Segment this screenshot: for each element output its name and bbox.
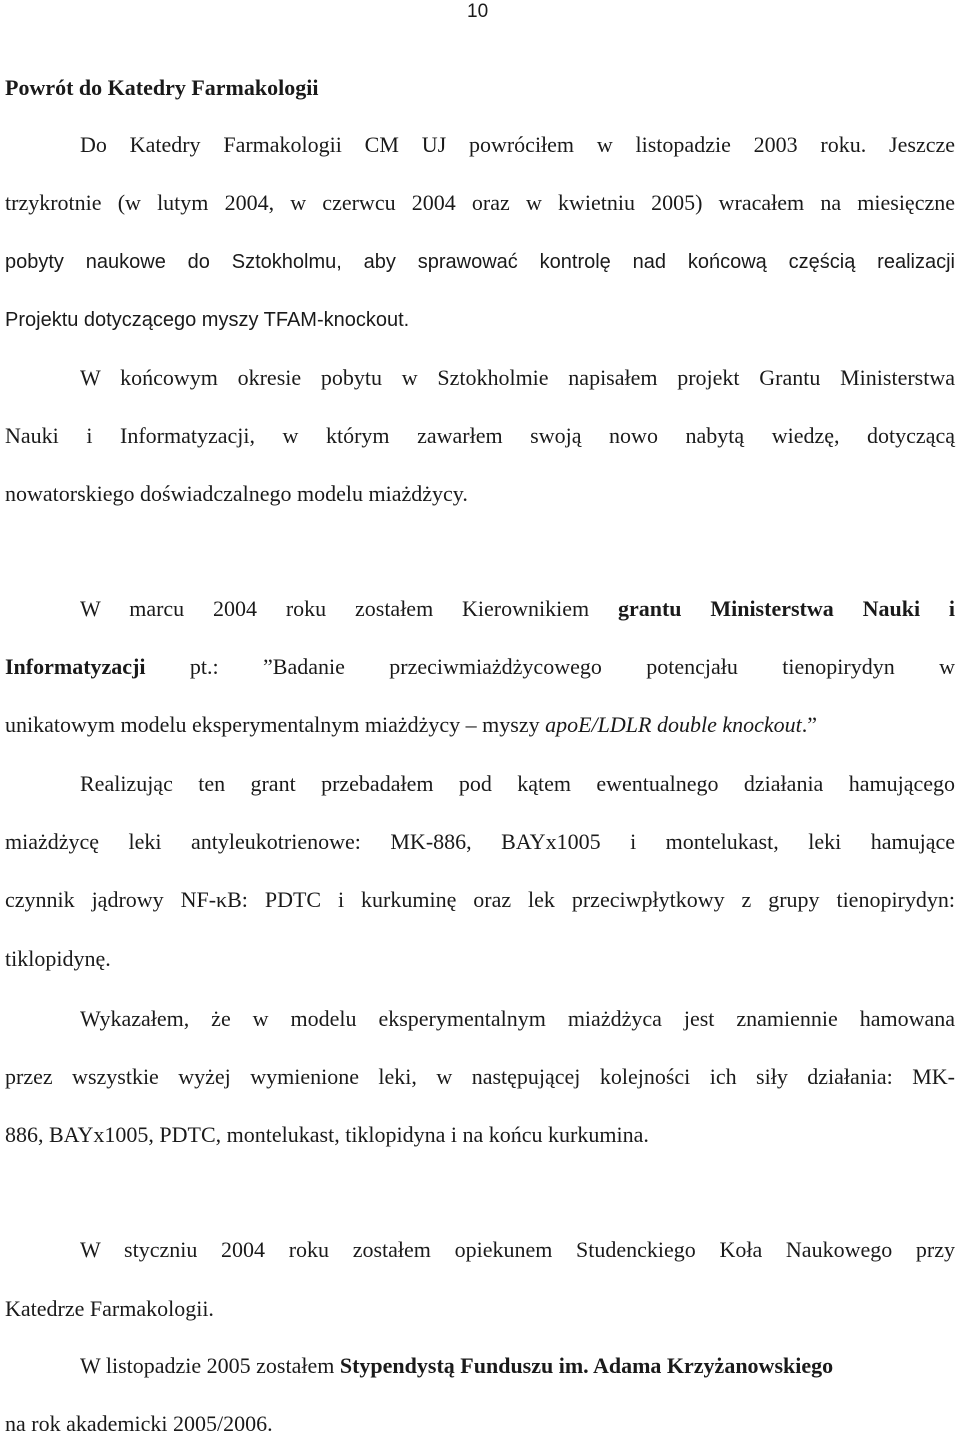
paragraph-3-line-3 <box>5 711 955 739</box>
grant-name-bold-cont: Informatyzacji <box>5 654 146 679</box>
paragraph-3-line-1 <box>80 595 955 623</box>
paragraph-6-line-1: W styczniu 2004 roku zostałem opiekunem Studenckiego Koła Naukowego przy <box>80 1237 955 1262</box>
paragraph-7-line-2: na rok akademicki 2005/2006. <box>5 1411 273 1436</box>
paragraph-5-line-3: 886, BAYx1005, PDTC, montelukast, tiklopidyna i na końcu kurkumina. <box>5 1122 649 1147</box>
paragraph-1-line-4: Projektu dotyczącego myszy TFAM-knockout. <box>5 309 410 331</box>
double-knockout-italic: double knockout <box>651 712 802 737</box>
page-number: 10 <box>467 1 489 22</box>
mouse-model-italic: apoE/LDLR <box>545 712 652 737</box>
paragraph-2-line-1: W końcowym okresie pobytu w Sztokholmie napisałem projekt Grantu Ministerstwa <box>80 365 955 390</box>
paragraph-1-line-1: Do Katedry Farmakologii CM UJ powróciłem w listopadzie 2003 roku. Jeszcze <box>80 132 955 157</box>
scholarship-intro-text: W listopadzie 2005 zostałem <box>80 1353 340 1378</box>
grant-name-bold: grantu Ministerstwa Nauki i <box>617 596 955 621</box>
paragraph-7-line-1 <box>80 1352 955 1380</box>
paragraph-4-line-1: Realizując ten grant przebadałem pod kątem ewentualnego działania hamującego <box>80 771 955 796</box>
paragraph-1-line-3: pobyty naukowe do Sztokholmu, aby sprawować kontrolę nad końcową częścią realizacji <box>5 251 955 273</box>
grant-title-text: pt.: ”Badanie przeciwmiażdżycowego potencjału tienopirydyn w <box>145 654 955 679</box>
paragraph-2-line-2: Nauki i Informatyzacji, w którym zawarłem swoją nowo nabytą wiedzę, dotyczącą <box>5 423 955 448</box>
paragraph-2-line-3: nowatorskiego doświadczalnego modelu miażdżycy. <box>5 481 468 506</box>
paragraph-5-line-2: przez wszystkie wyżej wymienione leki, w następującej kolejności ich siły działania: MK- <box>5 1064 955 1089</box>
paragraph-4-line-3: czynnik jądrowy NF-κB: PDTC i kurkuminę oraz lek przeciwpłytkowy z grupy tienopirydyn: <box>5 887 955 912</box>
scholarship-name-bold: Stypendystą Funduszu im. Adama Krzyżanowskiego <box>339 1353 834 1378</box>
paragraph-6-line-2: Katedrze Farmakologii. <box>5 1296 214 1321</box>
section-heading: Powrót do Katedry Farmakologii <box>5 75 319 100</box>
grant-intro-text: W marcu 2004 roku zostałem Kierownikiem <box>80 596 618 621</box>
paragraph-3-line-2 <box>5 653 955 681</box>
grant-title-end: .” <box>801 712 818 737</box>
paragraph-4-line-2: miażdżycę leki antyleukotrienowe: MK-886, BAYx1005 i montelukast, leki hamujące <box>5 829 955 854</box>
paragraph-1-line-2: trzykrotnie (w lutym 2004, w czerwcu 2004 oraz w kwietniu 2005) wracałem na miesięczne <box>5 190 955 215</box>
grant-title-cont: unikatowym modelu eksperymentalnym miażdżycy – myszy <box>5 712 546 737</box>
paragraph-5-line-1: Wykazałem, że w modelu eksperymentalnym miażdżyca jest znamiennie hamowana <box>80 1006 955 1031</box>
paragraph-4-line-4: tiklopidynę. <box>5 946 111 971</box>
